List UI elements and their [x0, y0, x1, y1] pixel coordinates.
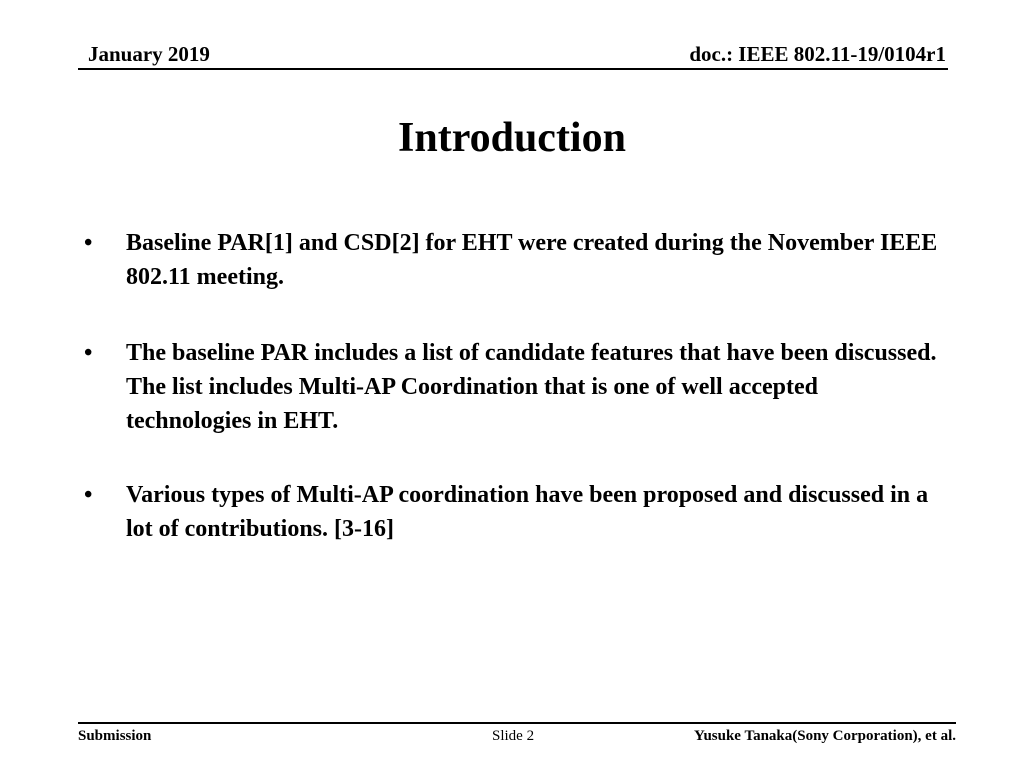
- bullet-marker: •: [84, 340, 93, 366]
- footer-divider: [78, 722, 956, 724]
- header-doc-id: doc.: IEEE 802.11-19/0104r1: [689, 42, 946, 66]
- footer-submission: Submission: [78, 728, 152, 744]
- bullet-text: Various types of Multi-AP coordination have been proposed and discussed in a lot of contributions. [3-16]: [126, 482, 929, 542]
- bullet-text: The baseline PAR includes a list of candidate features that have been discussed. The list includes Multi-AP Coordination that is one of well accepted technologies in EHT.: [126, 340, 937, 434]
- bullet-item: [84, 478, 944, 546]
- slide-header: [78, 38, 948, 70]
- bullet-list: [84, 226, 944, 546]
- slide-title: Introduction: [398, 115, 626, 161]
- footer-author: Yusuke Tanaka(Sony Corporation), et al.: [693, 728, 956, 744]
- bullet-marker: •: [84, 482, 93, 508]
- bullet-text: Baseline PAR[1] and CSD[2] for EHT were created during the November IEEE 802.11 meeting.: [126, 230, 938, 290]
- header-date: January 2019: [88, 42, 210, 66]
- footer-slide-number: Slide 2: [492, 728, 535, 744]
- bullet-marker: •: [84, 230, 93, 256]
- bullet-item: [84, 336, 944, 438]
- bullet-item: [84, 226, 944, 294]
